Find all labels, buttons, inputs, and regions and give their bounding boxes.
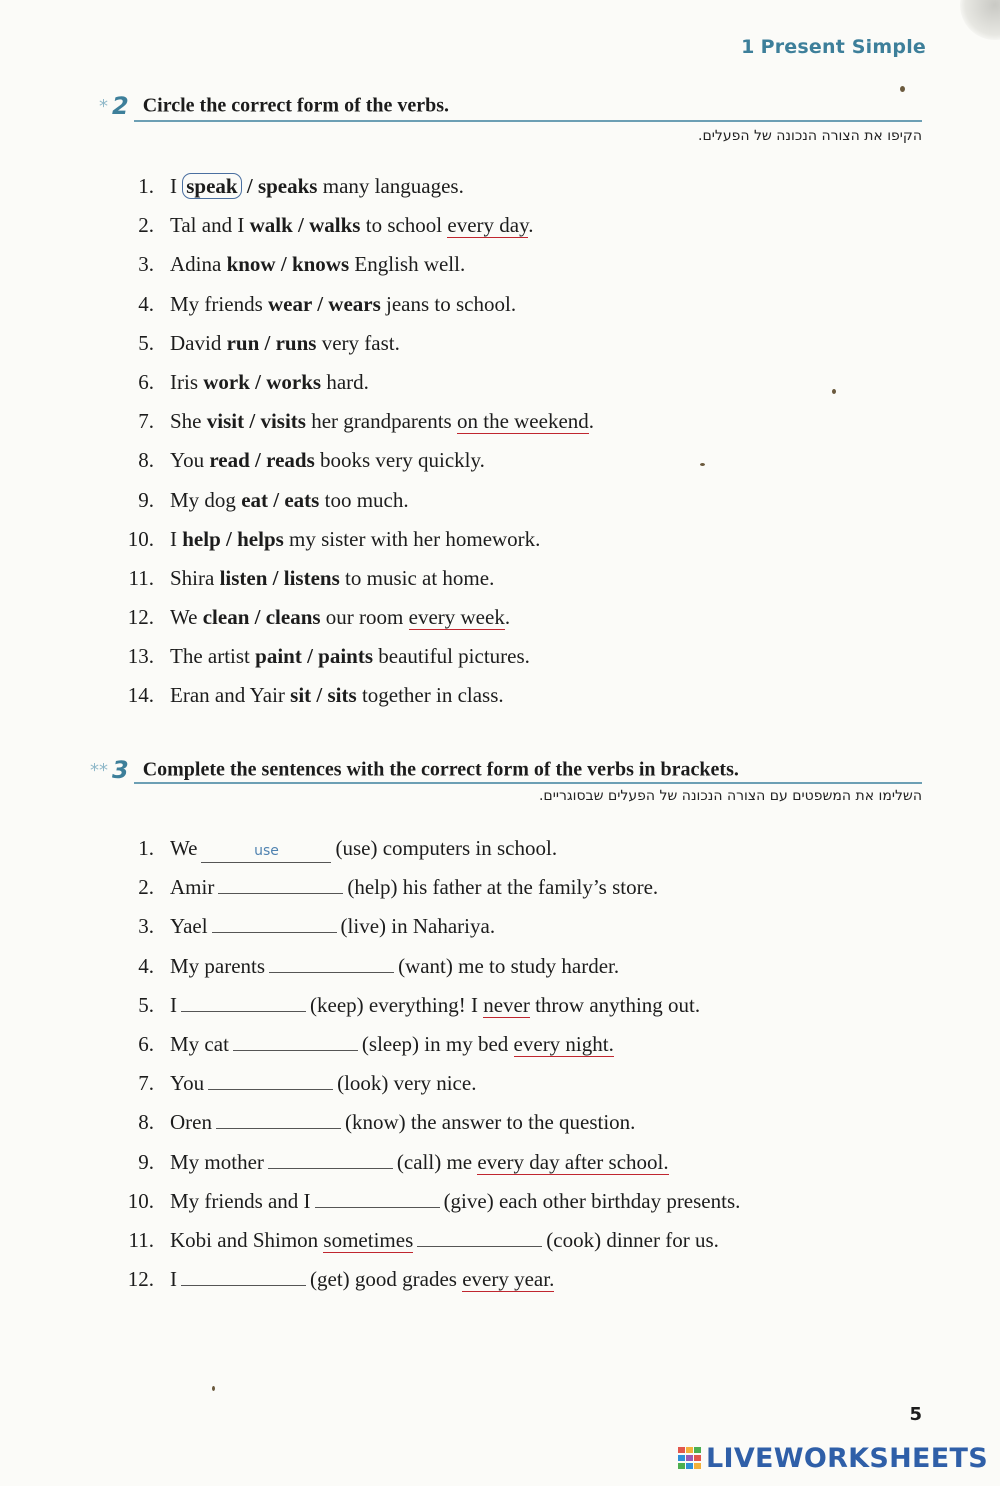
verb-in-brackets: (sleep) xyxy=(361,1031,420,1056)
list-item xyxy=(110,986,740,1025)
item-number: 14. xyxy=(127,683,154,708)
item-number: 11. xyxy=(128,1227,154,1252)
item-number: 3. xyxy=(138,252,154,277)
sentence-start: We xyxy=(170,605,203,630)
sentence-tail: . xyxy=(528,213,534,238)
answer-blank[interactable] xyxy=(233,1028,358,1051)
verb-option-circled[interactable]: speak xyxy=(182,173,241,199)
sentence-end: his father at the family’s store. xyxy=(397,875,659,900)
verb-option[interactable]: paints xyxy=(318,644,374,669)
list-item: 5. David run / runs very fast. xyxy=(110,324,594,363)
section-3-heading xyxy=(60,756,922,804)
sentence-start: I xyxy=(170,992,177,1017)
verb-in-brackets: (know) xyxy=(344,1110,406,1135)
sentence-tail: throw anything out. xyxy=(529,992,701,1017)
sentence-end: English well. xyxy=(349,252,466,277)
verb-option[interactable]: walks xyxy=(309,213,361,238)
sentence-start: My dog xyxy=(170,487,242,512)
verb-option[interactable]: walk xyxy=(249,213,293,238)
verb-option[interactable]: listen xyxy=(219,565,268,590)
list-item: 7. She visit / visits her grandparents on the weekend. xyxy=(110,402,594,441)
list-item: 8. You read / reads books very quickly. xyxy=(110,441,594,480)
list-item xyxy=(110,1025,740,1064)
section-number: 2 xyxy=(112,92,129,120)
verb-option[interactable]: know xyxy=(226,252,276,277)
sentence-end: her grandparents xyxy=(305,409,457,434)
item-number: 2. xyxy=(138,875,154,900)
sentence-start: Adina xyxy=(170,252,227,277)
verb-in-brackets: (keep) xyxy=(310,992,364,1017)
verb-option[interactable]: runs xyxy=(275,330,317,355)
verb-option[interactable]: sits xyxy=(327,683,357,708)
verb-option[interactable]: wears xyxy=(328,291,381,316)
list-item xyxy=(110,1260,740,1299)
sentence-end: good grades xyxy=(349,1267,463,1292)
sentence-end: many languages. xyxy=(317,174,464,198)
section-title: Circle the correct form of the verbs. xyxy=(142,94,450,117)
verb-option[interactable]: helps xyxy=(237,526,284,551)
answer-blank[interactable] xyxy=(181,1263,306,1286)
verb-option[interactable]: reads xyxy=(266,448,315,473)
item-number: 9. xyxy=(138,1149,154,1174)
item-number: 9. xyxy=(138,487,154,512)
verb-in-brackets: (want) xyxy=(398,953,453,978)
section-number: 3 xyxy=(112,756,129,784)
liveworksheets-logo[interactable] xyxy=(678,1443,988,1474)
sentence-end: our room xyxy=(320,605,409,630)
difficulty-stars: ** xyxy=(90,759,108,781)
answer-blank[interactable] xyxy=(218,871,343,894)
sentence-end: together in class. xyxy=(356,683,504,708)
difficulty-stars: * xyxy=(99,95,108,117)
sentence-start: You xyxy=(170,1071,205,1096)
list-item: 10. I help / helps my sister with her homework. xyxy=(110,520,594,559)
verb-option[interactable]: visit xyxy=(206,409,245,434)
item-number: 4. xyxy=(138,953,154,978)
answer-blank[interactable] xyxy=(268,1146,393,1169)
list-item xyxy=(110,868,740,907)
sentence-end: hard. xyxy=(321,369,369,394)
list-item: 1. I speak / speaks many languages. xyxy=(110,167,594,206)
item-number: 10. xyxy=(127,1188,154,1213)
verb-option[interactable]: eats xyxy=(284,487,320,512)
section-2-heading xyxy=(60,92,922,144)
hebrew-instruction: הקיפו את הצורה הנכונה של הפעלים. xyxy=(698,128,922,144)
sentence-start: David xyxy=(170,330,227,355)
answer-blank[interactable] xyxy=(208,1067,333,1090)
sentence-end: the answer to the question. xyxy=(405,1110,636,1135)
item-number: 12. xyxy=(127,1267,154,1292)
sentence-end: very nice. xyxy=(388,1071,477,1096)
sentence-tail: . xyxy=(588,409,595,434)
sentence-end: in my bed xyxy=(419,1031,514,1056)
sentence-start: I xyxy=(170,526,183,551)
sentence-start: My friends xyxy=(170,291,268,316)
sentence-end: each other birthday presents. xyxy=(493,1188,741,1213)
section-2-list xyxy=(110,167,594,716)
item-number: 3. xyxy=(138,914,154,939)
item-number: 11. xyxy=(128,565,154,590)
item-number: 6. xyxy=(138,1031,154,1056)
list-item: 12. We clean / cleans our room every week. xyxy=(110,598,594,637)
item-number: 7. xyxy=(138,409,154,434)
sentence-start: My parents xyxy=(170,953,266,978)
item-number: 4. xyxy=(138,291,154,316)
verb-in-brackets: (look) xyxy=(337,1071,389,1096)
item-number: 12. xyxy=(127,605,154,630)
list-item xyxy=(110,829,740,868)
list-item: 14. Eran and Yair sit / sits together in class. xyxy=(110,676,594,715)
time-expression-underlined: every day after school. xyxy=(477,1149,669,1174)
chapter-number: 1 xyxy=(741,36,755,58)
item-number: 8. xyxy=(138,448,154,473)
heading-rule xyxy=(134,120,922,122)
sentence-start: Eran and Yair xyxy=(170,683,291,708)
section-3-list xyxy=(110,829,740,1299)
chapter-title: Present Simple xyxy=(760,36,926,58)
verb-option[interactable]: speaks xyxy=(257,174,318,198)
page-number: 5 xyxy=(909,1404,922,1425)
item-number: 1. xyxy=(138,836,154,860)
sentence-end: to school xyxy=(360,213,448,238)
answer-blank[interactable] xyxy=(315,1185,440,1208)
verb-option[interactable]: paint xyxy=(255,644,302,669)
time-expression-underlined: every week xyxy=(408,605,505,630)
sentence-end: computers in school. xyxy=(377,836,558,860)
sentence-start: My mother xyxy=(170,1149,264,1174)
brand-name: LIVEWORKSHEETS xyxy=(705,1443,988,1474)
sentence-end: in Nahariya. xyxy=(386,914,496,939)
answer-blank[interactable] xyxy=(269,950,394,973)
sentence-end: me xyxy=(441,1149,478,1174)
hebrew-instruction: השלימו את המשפטים עם הצורה הנכונה של הפעלים שבסוגריים. xyxy=(538,788,922,804)
sentence-start: Tal and I xyxy=(170,213,250,238)
item-number: 8. xyxy=(138,1110,154,1135)
sentence-start: You xyxy=(170,448,210,473)
sentence-end: books very quickly. xyxy=(314,448,485,473)
verb-option[interactable]: works xyxy=(266,369,322,394)
verb-in-brackets: (call) xyxy=(396,1149,442,1174)
corner-shadow xyxy=(960,0,1000,40)
answer-blank[interactable] xyxy=(216,1106,341,1129)
heading-rule xyxy=(134,782,922,784)
sentence-end: beautiful pictures. xyxy=(373,644,530,669)
item-number: 1. xyxy=(138,174,154,198)
verb-option[interactable]: visits xyxy=(260,409,306,434)
list-item xyxy=(110,1221,740,1260)
answer-blank[interactable] xyxy=(181,989,306,1012)
sentence-start: The artist xyxy=(170,644,256,669)
item-number: 6. xyxy=(138,369,154,394)
time-expression-underlined: every year. xyxy=(462,1267,555,1292)
verb-in-brackets: (cook) xyxy=(546,1227,602,1252)
sentence-end: me to study harder. xyxy=(452,953,620,978)
item-number: 7. xyxy=(138,1071,154,1096)
verb-option[interactable]: knows xyxy=(291,252,350,277)
frequency-word-underlined: never xyxy=(483,992,530,1017)
sentence-start: I xyxy=(170,174,183,198)
list-item: 4. My friends wear / wears jeans to school. xyxy=(110,285,594,324)
paper-speck xyxy=(700,463,705,466)
list-item xyxy=(110,1103,740,1142)
time-expression-underlined: on the weekend xyxy=(456,409,589,434)
paper-speck xyxy=(832,389,836,394)
list-item xyxy=(110,1064,740,1103)
time-expression-underlined: every day xyxy=(447,213,529,238)
verb-option[interactable]: clean xyxy=(202,605,250,630)
paper-speck xyxy=(212,1386,215,1391)
item-number: 13. xyxy=(127,644,154,669)
frequency-word-underlined: sometimes xyxy=(323,1227,414,1252)
list-item: 6. Iris work / works hard. xyxy=(110,363,594,402)
item-number: 2. xyxy=(138,213,154,238)
item-number: 5. xyxy=(138,992,154,1017)
sentence-end: to music at home. xyxy=(339,565,495,590)
sentence-start: Kobi and Shimon xyxy=(170,1227,324,1252)
sentence-start: Iris xyxy=(170,369,204,394)
sentence-end: jeans to school. xyxy=(380,291,517,316)
sentence-start: Yael xyxy=(170,914,208,939)
verb-option[interactable]: wear xyxy=(268,291,312,316)
list-item xyxy=(110,1143,740,1182)
paper-speck xyxy=(900,86,905,92)
sentence-end: very fast. xyxy=(316,330,400,355)
sentence-tail: . xyxy=(504,605,511,630)
verb-option[interactable]: cleans xyxy=(265,605,321,630)
verb-option[interactable]: run xyxy=(226,330,260,355)
list-item xyxy=(110,907,740,946)
sentence-start: I xyxy=(170,1267,177,1292)
list-item xyxy=(110,947,740,986)
list-item: 11. Shira listen / listens to music at home. xyxy=(110,559,594,598)
sentence-start: We xyxy=(170,836,198,860)
answer-blank[interactable]: use xyxy=(201,840,331,863)
list-item: 3. Adina know / knows English well. xyxy=(110,245,594,284)
sentence-start: She xyxy=(170,409,207,434)
verb-in-brackets: (get) xyxy=(310,1267,350,1292)
liveworksheets-icon xyxy=(678,1445,702,1467)
sentence-start: Shira xyxy=(170,565,220,590)
answer-blank[interactable] xyxy=(417,1224,542,1247)
verb-option[interactable]: listens xyxy=(283,565,340,590)
verb-in-brackets: (help) xyxy=(347,875,398,900)
sentence-end: everything! I xyxy=(363,992,484,1017)
verb-in-brackets: (give) xyxy=(443,1188,494,1213)
item-number: 10. xyxy=(127,526,154,551)
list-item: 2. Tal and I walk / walks to school every day. xyxy=(110,206,594,245)
section-title: Complete the sentences with the correct form of the verbs in brackets. xyxy=(142,758,739,781)
verb-in-brackets: (live) xyxy=(340,914,387,939)
list-item: 13. The artist paint / paints beautiful pictures. xyxy=(110,637,594,676)
time-expression-underlined: every night. xyxy=(513,1031,614,1056)
chapter-header xyxy=(741,36,926,58)
sentence-end: dinner for us. xyxy=(601,1227,719,1252)
item-number: 5. xyxy=(138,330,154,355)
verb-option[interactable]: read xyxy=(209,448,250,473)
sentence-end: my sister with her homework. xyxy=(283,526,541,551)
sentence-start: My friends and I xyxy=(170,1188,311,1213)
verb-option[interactable]: sit xyxy=(290,683,312,708)
verb-option[interactable]: help xyxy=(182,526,221,551)
list-item: 9. My dog eat / eats too much. xyxy=(110,481,594,520)
list-item xyxy=(110,1182,740,1221)
answer-blank[interactable] xyxy=(212,910,337,933)
sentence-start: Oren xyxy=(170,1110,212,1135)
verb-in-brackets: (use) xyxy=(335,836,378,860)
sentence-start: My cat xyxy=(170,1031,229,1056)
verb-option[interactable]: eat xyxy=(241,487,269,512)
sentence-end: too much. xyxy=(319,487,409,512)
verb-option[interactable]: work xyxy=(203,369,250,394)
sentence-start: Amir xyxy=(170,875,215,900)
